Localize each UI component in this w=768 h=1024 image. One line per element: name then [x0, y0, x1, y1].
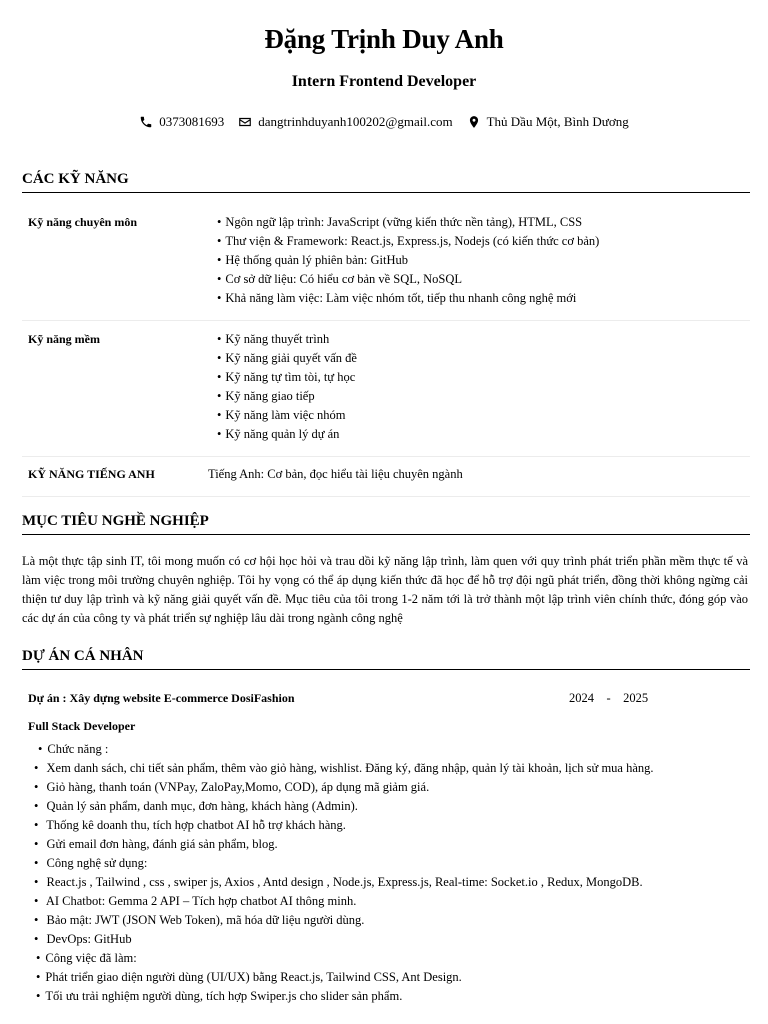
objective-text: Là một thực tập sinh IT, tôi mong muốn có cơ hội học hỏi và trau dồi kỹ năng lập trình, làm quen với quy trình phát triển phần mềm thực tế và làm việc trong môi trường chuyên nghiệp. Tôi hy vọng có thể áp dụng kiến thức đã học để hỗ trợ đội ngũ phát triển, đồng thời không ngừng cải thiện tư duy lập trình và kỹ năng giải quyết vấn đề. Mục tiêu của tôi trong 1-2 năm tới là trở thành một lập trình viên chính thức, đóng góp vào các dự án của công ty và phát triển sự nghiệp lâu dài trong ngành công nghệ: [22, 554, 748, 625]
list-item: • Chức năng :: [34, 740, 654, 759]
list-item: • DevOps: GitHub: [34, 930, 654, 949]
project-title: Dự án : Xây dựng website E-commerce DosiFashion: [28, 691, 295, 705]
skill-label-professional: Kỹ năng chuyên môn: [28, 215, 138, 229]
contact-phone: [139, 114, 224, 130]
location-pin-icon: [467, 115, 481, 129]
list-item: • Gửi email đơn hàng, đánh giá sản phẩm, blog.: [34, 835, 654, 854]
skill-list-professional: [217, 213, 599, 308]
skill-row-soft: [22, 320, 750, 457]
candidate-name: Đặng Trịnh Duy Anh: [264, 24, 504, 54]
project-detail-list: [34, 740, 654, 1006]
list-item: • Quản lý sản phẩm, danh mục, đơn hàng, khách hàng (Admin).: [34, 797, 654, 816]
list-item: • Giỏ hàng, thanh toán (VNPay, ZaloPay,Momo, COD), áp dụng mã giảm giá.: [34, 778, 654, 797]
list-item: • Kỹ năng giao tiếp: [217, 387, 357, 406]
phone-text: 0373081693: [159, 114, 225, 129]
list-item: • Thư viện & Framework: React.js, Express.js, Nodejs (có kiến thức cơ bản): [217, 232, 599, 251]
list-item: • Công nghệ sử dụng:: [34, 854, 654, 873]
list-item: • Tối ưu trải nghiệm người dùng, tích hợp Swiper.js cho slider sản phẩm.: [34, 987, 654, 1006]
project-years: 2024 - 2025: [569, 691, 649, 705]
list-item: • Xem danh sách, chi tiết sản phẩm, thêm vào giỏ hàng, wishlist. Đăng ký, đăng nhập, quản lý tài khoản, lịch sử mua hàng.: [34, 759, 654, 778]
section-title-objective: MỤC TIÊU NGHỀ NGHIỆP: [22, 513, 750, 535]
location-text: Thủ Dầu Một, Bình Dương: [486, 114, 629, 129]
email-text: dangtrinhduyanh100202@gmail.com: [258, 114, 453, 129]
skill-label-english: KỸ NĂNG TIẾNG ANH: [28, 467, 155, 481]
phone-icon: [139, 115, 153, 129]
list-item: • Khả năng làm việc: Làm việc nhóm tốt, tiếp thu nhanh công nghệ mới: [217, 289, 599, 308]
section-title-projects: DỰ ÁN CÁ NHÂN: [22, 648, 750, 670]
contact-location: [467, 114, 629, 130]
skill-row-english: [22, 456, 750, 497]
list-item: • Kỹ năng quản lý dự án: [217, 425, 357, 444]
list-item: • Ngôn ngữ lập trình: JavaScript (vững kiến thức nền tảng), HTML, CSS: [217, 213, 599, 232]
list-item: • Thống kê doanh thu, tích hợp chatbot AI hỗ trợ khách hàng.: [34, 816, 654, 835]
list-item: • AI Chatbot: Gemma 2 API – Tích hợp chatbot AI thông minh.: [34, 892, 654, 911]
list-item: • Công việc đã làm:: [34, 949, 654, 968]
list-item: • Cơ sở dữ liệu: Có hiểu cơ bản về SQL, NoSQL: [217, 270, 599, 289]
list-item: • Kỹ năng làm việc nhóm: [217, 406, 357, 425]
skill-row-professional: [22, 202, 750, 321]
skill-list-soft: [217, 330, 357, 444]
list-item: • Kỹ năng thuyết trình: [217, 330, 357, 349]
skill-label-soft: Kỹ năng mềm: [28, 332, 100, 346]
list-item: • Hệ thống quản lý phiên bản: GitHub: [217, 251, 599, 270]
mail-icon: [238, 115, 252, 129]
list-item: • Phát triển giao diện người dùng (UI/UX) bằng React.js, Tailwind CSS, Ant Design.: [34, 968, 654, 987]
english-skill-text: Tiếng Anh: Cơ bản, đọc hiểu tài liệu chuyên ngành: [208, 467, 463, 481]
project-role: Full Stack Developer: [28, 719, 136, 733]
list-item: • React.js , Tailwind , css , swiper js, Axios , Antd design , Node.js, Express.js, Real-time: Socket.io , Redux, MongoDB.: [34, 873, 654, 892]
contact-email: [238, 114, 452, 130]
contact-bar: [0, 114, 768, 130]
candidate-role: Intern Frontend Developer: [291, 73, 477, 90]
list-item: • Bảo mật: JWT (JSON Web Token), mã hóa dữ liệu người dùng.: [34, 911, 654, 930]
list-item: • Kỹ năng tự tìm tòi, tự học: [217, 368, 357, 387]
list-item: • Kỹ năng giải quyết vấn đề: [217, 349, 357, 368]
section-title-skills: CÁC KỸ NĂNG: [22, 171, 750, 193]
